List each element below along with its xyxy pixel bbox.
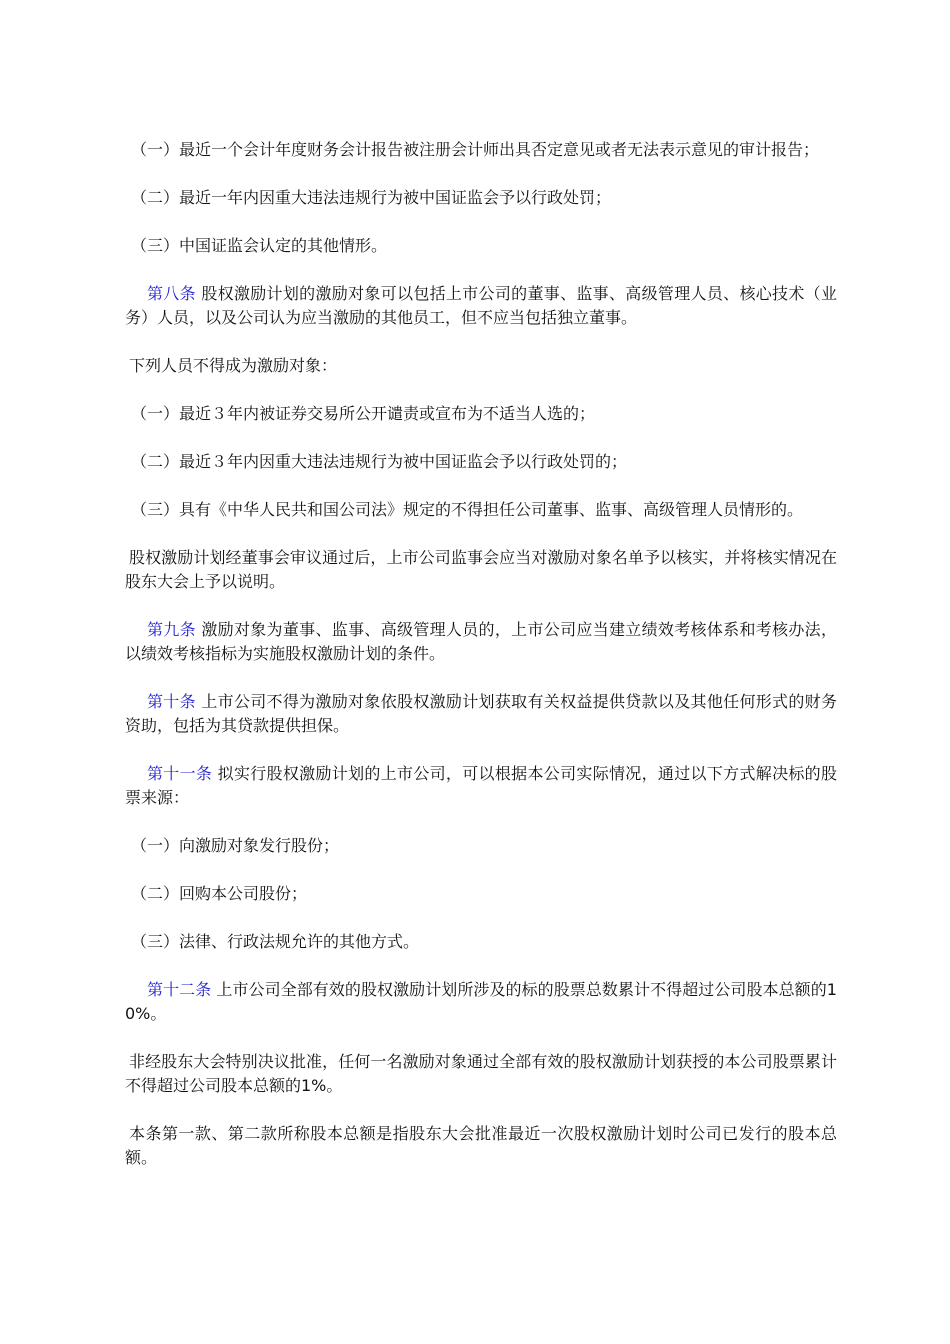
- clause-item-3: [125, 930, 837, 954]
- paragraph-text: 股权激励计划经董事会审议通过后，上市公司监事会应当对激励对象名单予以核实，并将核实情况在股东大会上予以说明。: [125, 548, 837, 591]
- paragraph-text: （二）最近一年内因重大违法违规行为被中国证监会予以行政处罚；: [131, 188, 612, 207]
- paragraph-text: （二）回购本公司股份；: [131, 884, 308, 903]
- clause-item-2: [125, 450, 837, 474]
- clause-item-3: [125, 498, 837, 522]
- paragraph-text: 下列人员不得成为激励对象：: [129, 356, 338, 375]
- paragraph-text: 拟实行股权激励计划的上市公司，可以根据本公司实际情况，通过以下方式解决标的股票来源：: [125, 764, 837, 807]
- clause-item-1: [125, 138, 837, 162]
- paragraph-text: 激励对象为董事、监事、高级管理人员的，上市公司应当建立绩效考核体系和考核办法，以绩效考核指标为实施股权激励计划的条件。: [125, 620, 837, 663]
- paragraph-text: 上市公司不得为激励对象依股权激励计划获取有关权益提供贷款以及其他任何形式的财务资助，包括为其贷款提供担保。: [125, 692, 837, 735]
- sub-paragraph: [125, 1050, 837, 1098]
- paragraph-text: 股权激励计划的激励对象可以包括上市公司的董事、监事、高级管理人员、核心技术（业务）人员，以及公司认为应当激励的其他员工，但不应当包括独立董事。: [125, 284, 837, 327]
- clause-item-2: [125, 882, 837, 906]
- sub-paragraph: [125, 354, 837, 378]
- clause-item-1: [125, 402, 837, 426]
- clause-item-3: [125, 234, 837, 258]
- paragraph-text: （三）中国证监会认定的其他情形。: [131, 236, 388, 255]
- paragraph-text: （二）最近３年内因重大违法违规行为被中国证监会予以行政处罚的；: [131, 452, 628, 471]
- sub-paragraph: [125, 546, 837, 594]
- paragraph-text: （一）最近一个会计年度财务会计报告被注册会计师出具否定意见或者无法表示意见的审计报告；: [131, 140, 820, 159]
- article-label[interactable]: 第九条: [147, 620, 196, 639]
- article-9: [125, 618, 837, 666]
- clause-item-2: [125, 186, 837, 210]
- paragraph-text: （三）具有《中华人民共和国公司法》规定的不得担任公司董事、监事、高级管理人员情形的。: [131, 500, 804, 519]
- paragraph-text: （一）向激励对象发行股份；: [131, 836, 340, 855]
- document-body: [125, 138, 837, 1194]
- article-label[interactable]: 第十条: [147, 692, 196, 711]
- paragraph-text: 本条第一款、第二款所称股本总额是指股东大会批准最近一次股权激励计划时公司已发行的股本总额。: [125, 1124, 837, 1167]
- article-label[interactable]: 第八条: [147, 284, 196, 303]
- article-11: [125, 762, 837, 810]
- article-12: [125, 978, 837, 1026]
- clause-item-1: [125, 834, 837, 858]
- paragraph-text: 上市公司全部有效的股权激励计划所涉及的标的股票总数累计不得超过公司股本总额的10%。: [125, 980, 837, 1023]
- article-label[interactable]: 第十二条: [147, 980, 212, 999]
- article-10: [125, 690, 837, 738]
- paragraph-text: （三）法律、行政法规允许的其他方式。: [131, 932, 420, 951]
- article-label[interactable]: 第十一条: [147, 764, 213, 783]
- sub-paragraph: [125, 1122, 837, 1170]
- article-8: [125, 282, 837, 330]
- paragraph-text: （一）最近３年内被证券交易所公开谴责或宣布为不适当人选的；: [131, 404, 596, 423]
- paragraph-text: 非经股东大会特别决议批准，任何一名激励对象通过全部有效的股权激励计划获授的本公司股票累计不得超过公司股本总额的1%。: [125, 1052, 837, 1095]
